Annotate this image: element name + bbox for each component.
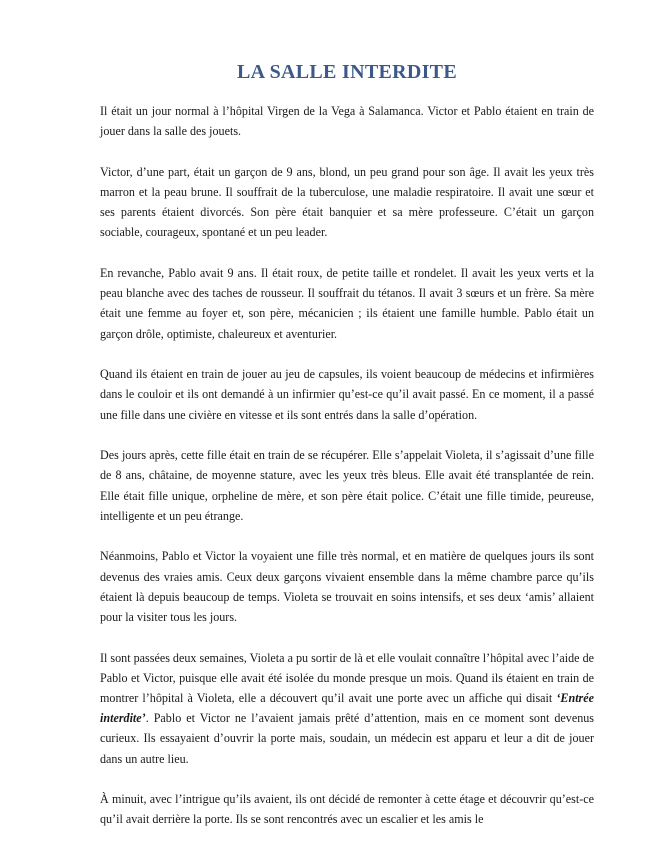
paragraph-3: En revanche, Pablo avait 9 ans. Il était roux, de petite taille et rondelet. Il avait les yeux verts et la peau blanche avec des taches de rousseur. Il souffrait du tétanos. Il avait 3 sœurs et un frère. Sa mère était une femme au foyer et, son père, mécanicien ; ils étaient une famille humble. Pablo était un garçon drôle, optimiste, chaleureux et aventurier.	[100, 266, 594, 341]
paragraph-2: Victor, d’une part, était un garçon de 9 ans, blond, un peu grand pour son âge. Il avait les yeux très marron et la peau brune. Il souffrait de la tuberculose, une maladie respiratoire. Il avait une sœur et ses parents étaient divorcés. Son père était banquier et sa mère professeure. C’était un garçon sociable, courageux, spontané et un peu leader.	[100, 164, 594, 240]
paragraph-7-text-after: . Pablo et Victor ne l’avaient jamais prêté d’attention, mais en ce moment sont devenus curieux. Ils essayaient d’ouvrir la porte mais, soudain, un médecin est apparu et leur a dit de jouer dans un autre lieu.	[100, 711, 594, 766]
paragraph-7	[100, 648, 594, 769]
paragraph-7-text-before: Il sont passées deux semaines, Violeta a pu sortir de là et elle voulait connaître l’hôpital avec l’aide de Pablo et Victor, puisque elle avait été isolée du monde presque un mois. Quand ils étaient en train de montrer l’hôpital à Violeta, elle a découvert qu’il avait une porte avec un affiche qui disait	[100, 650, 594, 706]
paragraph-5: Des jours après, cette fille était en train de se récupérer. Elle s’appelait Violeta, il s’agissait d’une fille de 8 ans, châtaine, de moyenne stature, avec les yeux très bleus. Elle avait été transplantée de rein. Elle était fille unique, orpheline de mère, et son père était police. C’était une fille timide, peureuse, intelligente et un peu étrange.	[100, 448, 594, 523]
paragraph-8: À minuit, avec l’intrigue qu’ils avaient, ils ont décidé de remonter à cette étage et découvrir qu’est-ce qu’il avait derrière la porte. Ils se sont rencontrés avec un escalier et les amis le	[100, 792, 594, 827]
paragraph-4: Quand ils étaient en train de jouer au jeu de capsules, ils voient beaucoup de médecins et infirmières dans le couloir et ils ont demandé à un infirmier qu’est-ce qu’il avait passé. En ce moment, il a passé une fille dans une civière en vitesse et ils sont entrés dans la salle d’opération.	[100, 367, 594, 422]
forbidden-entry-sign-text: ‘Entrée interdite’	[100, 691, 594, 726]
paragraph-6: Néanmoins, Pablo et Victor la voyaient une fille très normal, et en matière de quelques jours ils sont devenus des vraies amis. Ceux deux garçons vivaient ensemble dans la même chambre parce qu’ils étaient là depuis beaucoup de temps. Violeta se trouvait en soins intensifs, et ses deux ‘amis’ allaient pour la visiter tous les jours.	[100, 549, 594, 625]
paragraph-1: Il était un jour normal à l’hôpital Virgen de la Vega à Salamanca. Victor et Pablo étaient en train de jouer dans la salle des jouets.	[100, 104, 594, 139]
document-title: LA SALLE INTERDITE	[237, 61, 457, 83]
